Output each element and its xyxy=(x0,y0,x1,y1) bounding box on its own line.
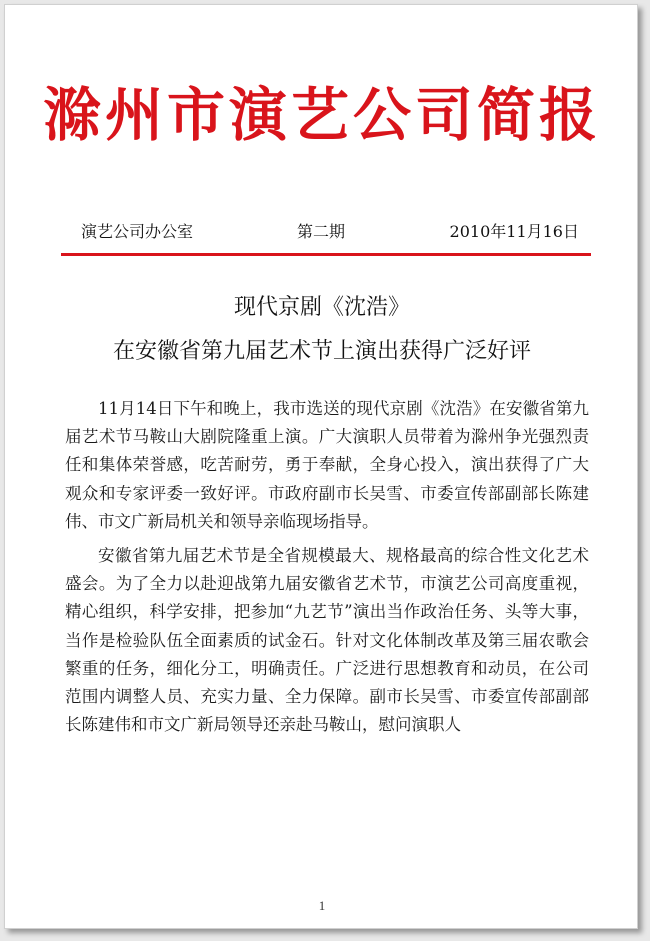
headline-line-1: 现代京剧《沈浩》 xyxy=(233,295,410,320)
masthead-title: 滁州市演艺公司简报 xyxy=(42,81,601,149)
issue-number: 第二期 xyxy=(297,222,346,241)
red-divider-rule xyxy=(61,253,591,256)
issue-date: 2010年11月16日 xyxy=(449,222,579,241)
paragraph-2: 安徽省第九届艺术节是全省规模最大、规格最高的综合性文化艺术盛会。为了全力以赴迎战第九届安徽省艺术节，市演艺公司高度重视，精心组织，科学安排，把参加“九艺节”演出当作政治任务、头等大事，当作是检验队伍全面素质的试金石。针对文化体制改革及第三届农歌会繁重的任务，细化分工，明确责任。广泛进行思想教育和动员，在公司范围内调整人员、充实力量、全力保障。副市长吴雪、市委宣传部副部长陈建伟和市文广新局领导还亲赴马鞍山，慰问演职人 xyxy=(65,546,589,735)
issuing-office: 演艺公司办公室 xyxy=(81,222,194,241)
document-page xyxy=(4,4,638,929)
paragraph-1: 11月14日下午和晚上，我市选送的现代京剧《沈浩》在安徽省第九届艺术节马鞍山大剧院隆重上演。广大演职人员带着为滁州争光强烈责任和集体荣誉感，吃苦耐劳，勇于奉献，全身心投入，演出获得了广大观众和专家评委一致好评。市政府副市长吴雪、市委宣传部副部长陈建伟、市文广新局机关和领导亲临现场指导。 xyxy=(65,399,589,531)
article-body xyxy=(65,395,589,745)
page-number: 1 xyxy=(318,898,326,913)
headline-line-2: 在安徽省第九届艺术节上演出获得广泛好评 xyxy=(112,339,531,364)
